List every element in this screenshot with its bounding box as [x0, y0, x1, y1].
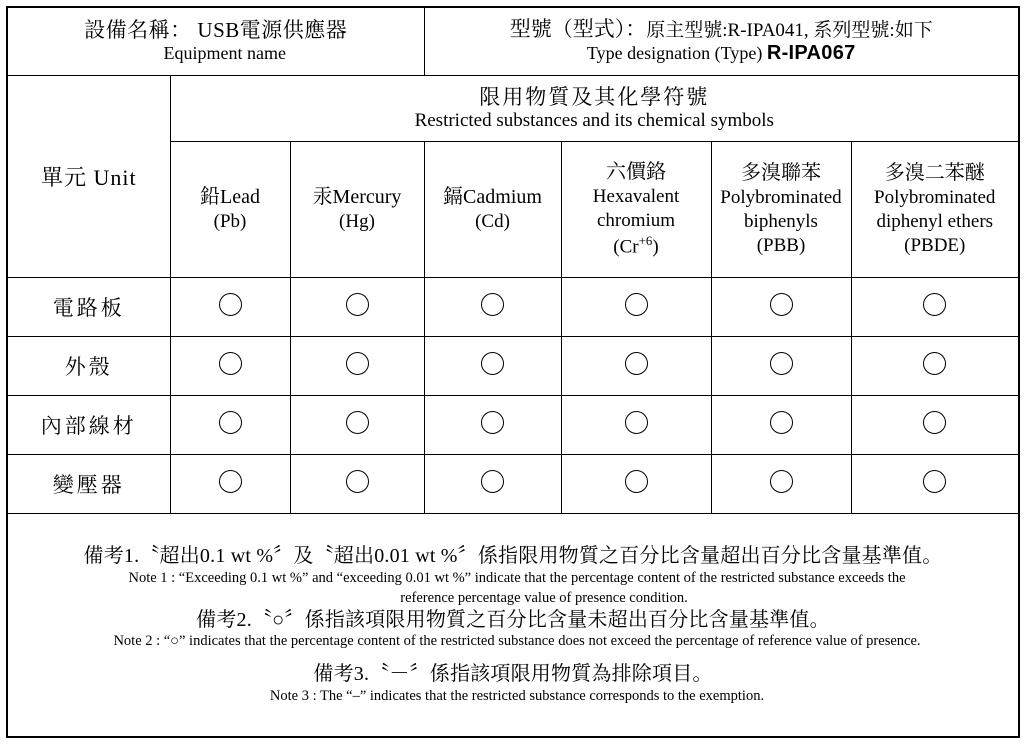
status-cell — [290, 454, 424, 513]
status-cell — [711, 277, 851, 336]
table-row — [7, 454, 1019, 513]
substance-chromium-line3: chromium — [596, 209, 676, 231]
circle-icon — [923, 352, 946, 375]
circle-icon — [219, 293, 242, 316]
status-cell — [561, 454, 711, 513]
type-designation-cn — [425, 17, 1019, 42]
substance-pbde-line1: 多溴二苯醚 — [884, 162, 985, 185]
substance-header-pbb — [711, 142, 851, 278]
substance-pbb-line4: (PBB) — [756, 235, 806, 257]
status-cell — [561, 336, 711, 395]
type-designation-cn-prefix: 型號（型式）： — [509, 16, 647, 41]
substance-chromium-line4: $(Cr^{+6})$ — [613, 232, 659, 258]
status-cell — [170, 454, 290, 513]
status-cell — [711, 454, 851, 513]
status-cell — [851, 336, 1019, 395]
type-designation-cn-value: 原主型號:R-IPA041, 系列型號:如下 — [646, 19, 933, 41]
row-label: 內部線材 — [7, 395, 170, 454]
substance-header-lead — [170, 142, 290, 278]
substance-lead-line1: 鉛Lead — [200, 185, 260, 208]
table-row — [7, 336, 1019, 395]
table-row — [7, 277, 1019, 336]
substance-header-hexavalent-chromium — [561, 142, 711, 278]
substance-header-mercury — [290, 142, 424, 278]
status-cell — [290, 395, 424, 454]
circle-icon — [346, 470, 369, 493]
circle-icon — [346, 293, 369, 316]
notes-row — [7, 513, 1019, 737]
status-cell — [561, 277, 711, 336]
circle-icon — [923, 411, 946, 434]
circle-icon — [770, 411, 793, 434]
substance-mercury-line2: (Hg) — [339, 211, 375, 233]
substance-pbb-line2: Polybrominated — [720, 187, 842, 209]
circle-icon — [481, 352, 504, 375]
notes-cell — [7, 513, 1019, 737]
substance-pbde-line2: Polybrominated — [874, 187, 996, 209]
status-cell — [851, 395, 1019, 454]
substance-pbb-line1: 多溴聯苯 — [741, 162, 821, 185]
status-cell — [170, 395, 290, 454]
status-cell — [561, 395, 711, 454]
restricted-substances-banner — [170, 75, 1019, 141]
circle-icon — [219, 470, 242, 493]
substance-chromium-line2: Hexavalent — [592, 186, 680, 208]
note3-en: Note 3 : The “–” indicates that the restricted substance corresponds to the exemption. — [269, 687, 765, 704]
status-cell — [170, 277, 290, 336]
note1-cn: 備考1.〝超出0.1 wt %〞及〝超出0.01 wt %〞係指限用物質之百分比含量超出百分比含量基準值。 — [83, 545, 943, 568]
circle-icon — [481, 293, 504, 316]
status-cell — [424, 395, 561, 454]
header-row — [7, 7, 1019, 75]
status-cell — [290, 277, 424, 336]
banner-cn: 限用物質及其化學符號 — [479, 84, 710, 109]
note1-en-line1: Note 1 : “Exceeding 0.1 wt %” and “exceeding 0.01 wt %” indicate that the percentage content of the restricted substance exceeds the — [128, 569, 906, 586]
type-designation-en-value: R-IPA067 — [766, 42, 856, 65]
status-cell — [424, 336, 561, 395]
circle-icon — [481, 470, 504, 493]
substance-chromium-line1: 六價鉻 — [606, 160, 666, 183]
substance-pbde-line4: (PBDE) — [904, 235, 966, 257]
banner-en: Restricted substances and its chemical symbols — [414, 109, 774, 131]
status-cell — [424, 454, 561, 513]
notes-spacer — [8, 652, 1018, 661]
circle-icon — [625, 411, 648, 434]
equipment-name-en: Equipment name — [163, 43, 286, 64]
status-cell — [851, 454, 1019, 513]
substance-cadmium-line2: (Cd) — [475, 211, 510, 233]
note3-cn: 備考3.〝－〞係指該項限用物質為排除項目。 — [313, 663, 713, 686]
substance-header-cadmium — [424, 142, 561, 278]
equipment-name-cell — [7, 7, 424, 75]
note2-cn: 備考2.〝○〞係指該項限用物質之百分比含量未超出百分比含量基準值。 — [196, 608, 830, 631]
substance-cadmium-line1: 鎘Cadmium — [443, 185, 542, 208]
circle-icon — [625, 293, 648, 316]
circle-icon — [770, 470, 793, 493]
unit-header-cell: 單元 Unit — [7, 75, 170, 277]
substance-lead-line2: (Pb) — [213, 211, 247, 233]
status-cell — [424, 277, 561, 336]
circle-icon — [219, 352, 242, 375]
substance-pbb-line3: biphenyls — [744, 211, 818, 233]
type-designation-en-label: Type designation (Type) — [586, 43, 763, 64]
circle-icon — [625, 470, 648, 493]
note2-en: Note 2 : “○” indicates that the percentage content of the restricted substance does not exceed the percentage of reference value of presence. — [113, 633, 921, 650]
substance-mercury-line1: 汞Mercury — [312, 185, 402, 208]
status-cell — [851, 277, 1019, 336]
circle-icon — [625, 352, 648, 375]
status-cell — [170, 336, 290, 395]
circle-icon — [219, 411, 242, 434]
circle-icon — [923, 293, 946, 316]
status-cell — [711, 395, 851, 454]
type-designation-en — [425, 42, 1019, 66]
row-label: 外殼 — [7, 336, 170, 395]
substance-header-pbde — [851, 142, 1019, 278]
equipment-name-cn: 設備名稱： USB電源供應器 — [84, 18, 348, 43]
row-label: 電路板 — [7, 277, 170, 336]
row-label: 變壓器 — [7, 454, 170, 513]
circle-icon — [770, 293, 793, 316]
substance-pbde-line3: diphenyl ethers — [876, 211, 994, 233]
circle-icon — [346, 411, 369, 434]
status-cell — [290, 336, 424, 395]
circle-icon — [770, 352, 793, 375]
circle-icon — [481, 411, 504, 434]
restricted-substances-table — [6, 6, 1020, 738]
type-designation-cell — [424, 7, 1019, 75]
circle-icon — [346, 352, 369, 375]
table-row — [7, 395, 1019, 454]
banner-row — [7, 75, 1019, 141]
circle-icon — [923, 470, 946, 493]
status-cell — [711, 336, 851, 395]
note1-en-line2: reference percentage value of presence condition. — [400, 589, 688, 606]
